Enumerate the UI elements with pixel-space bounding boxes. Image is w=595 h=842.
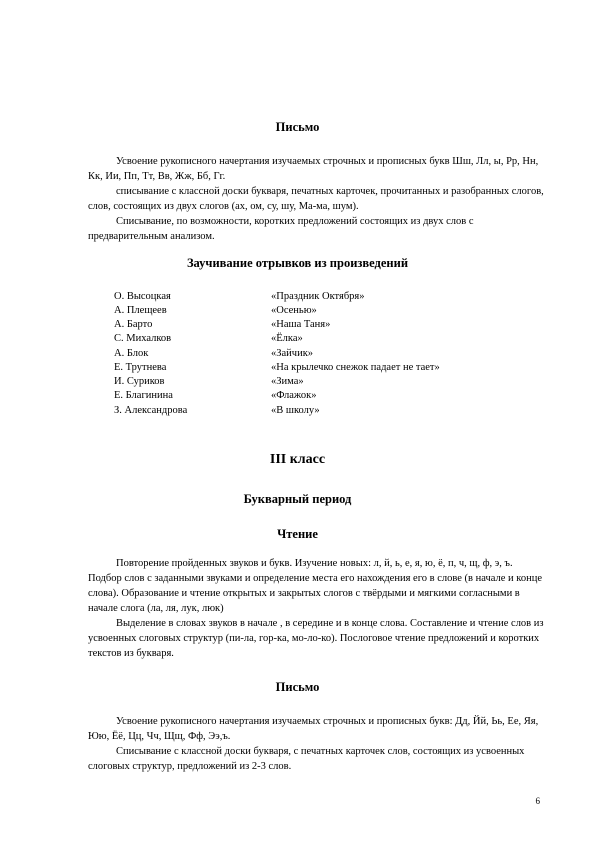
list-item — [114, 362, 534, 376]
work-title: «Праздник Октября» — [271, 291, 365, 302]
list-item — [114, 305, 534, 319]
page-number: 6 — [535, 796, 540, 806]
author-name: А. Плещеев — [114, 305, 167, 316]
work-title: «Флажок» — [271, 390, 317, 401]
list-item — [114, 376, 534, 390]
section-heading-memorization: Заучивание отрывков из произведений — [186, 256, 409, 270]
section-heading-writing: Письмо — [275, 120, 320, 134]
list-item — [114, 405, 534, 419]
work-title: «Ёлка» — [271, 333, 303, 344]
list-item — [114, 291, 534, 305]
section-writing-body — [88, 154, 548, 244]
author-name: Е. Благинина — [114, 390, 173, 401]
work-title: «На крылечко снежок падает не тает» — [271, 362, 440, 373]
paragraph: Списывание, по возможности, коротких предложений состоящих из двух слов с предварительным анализом. — [88, 216, 474, 242]
work-title: «В школу» — [271, 405, 320, 416]
list-item — [114, 319, 534, 333]
list-item — [114, 348, 534, 362]
paragraph: Усвоение рукописного начертания изучаемых строчных и прописных букв Шш, Лл, ы, Рр, Нн, Кк, Ии, Пп, Тт, Вв, Жж, Бб, Гг. — [88, 156, 539, 182]
section-reading-body — [88, 556, 548, 661]
author-name: З. Александрова — [114, 405, 188, 416]
section-heading-writing-2: Письмо — [275, 680, 320, 694]
section-writing-2-body — [88, 714, 548, 774]
work-title: «Осенью» — [271, 305, 317, 316]
paragraph: Повторение пройденных звуков и букв. Изучение новых: л, й, ь, е, я, ю, ё, п, ч, щ, ф, э, ъ. Подбор слов с заданными звуками и определение места его нахождения его в слове (в начале и конце слова). Образование и чтение открытых и закрытых слогов с твёрдыми и мягкими согласными в начале слога (ла, ля, лук, люк) — [88, 558, 542, 614]
author-name: И. Суриков — [114, 376, 165, 387]
list-item — [114, 333, 534, 347]
author-name: А. Блок — [114, 348, 149, 359]
author-name: О. Высоцкая — [114, 291, 171, 302]
author-name: С. Михалков — [114, 333, 172, 344]
period-heading: Букварный период — [243, 492, 352, 506]
author-name: А. Барто — [114, 319, 153, 330]
section-heading-reading: Чтение — [277, 527, 318, 541]
list-item — [114, 390, 534, 404]
paragraph: списывание с классной доски букваря, печатных карточек, прочитанных и разобранных слогов, слов, состоящих из двух слогов (ах, ом, су, шу, Ма-ма, шум). — [88, 186, 544, 212]
work-title: «Наша Таня» — [271, 319, 331, 330]
paragraph: Выделение в словах звуков в начале , в середине и в конце слова. Составление и чтение слов из усвоенных слоговых структур (пи-ла, гор-ка, мо-ло-ко). Послоговое чтение предложений и коротких текстов из букваря. — [88, 618, 544, 659]
work-title: «Зима» — [271, 376, 304, 387]
class-heading: III класс — [269, 452, 326, 467]
paragraph: Усвоение рукописного начертания изучаемых строчных и прописных букв: Дд, Йй, Ьь, Ее, Яя, Юю, Ёё, Цц, Чч, Щщ, Фф, Ээ,ъ. — [88, 716, 539, 742]
work-title: «Зайчик» — [271, 348, 314, 359]
author-name: Е. Трутнева — [114, 362, 167, 373]
paragraph: Списывание с классной доски букваря, с печатных карточек слов, состоящих из усвоенных слоговых структур, предложений из 2-3 слов. — [88, 746, 525, 772]
